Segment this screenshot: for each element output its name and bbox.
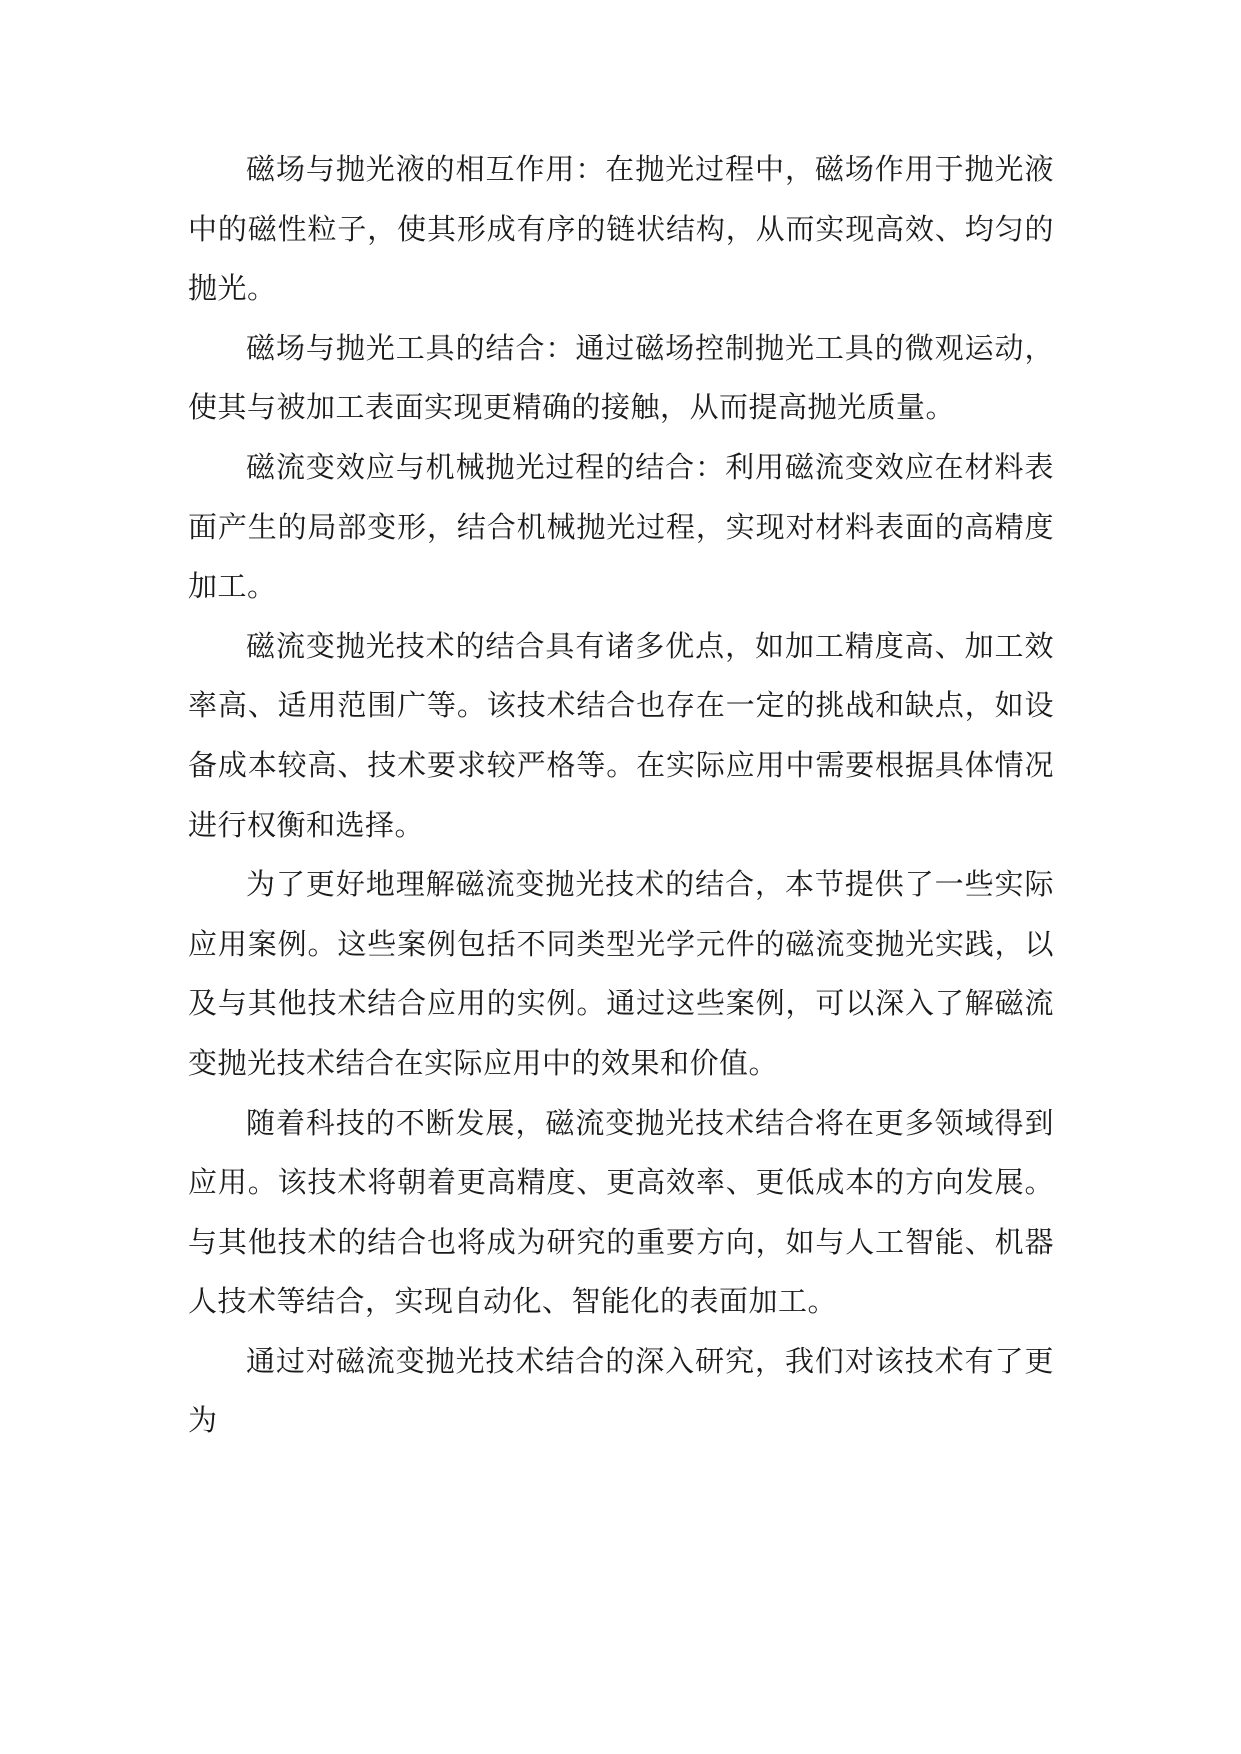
paragraph-mr-effect-mechanical: 磁流变效应与机械抛光过程的结合：利用磁流变效应在材料表面产生的局部变形，结合机械抛光过程，实现对材料表面的高精度加工。 [188,449,1054,604]
paragraph-advantages: 磁流变抛光技术的结合具有诸多优点，如加工精度高、加工效率高、适用范围广等。该技术结合也存在一定的挑战和缺点，如设备成本较高、技术要求较严格等。在实际应用中需要根据具体情况进行权衡和选择。 [188,628,1054,842]
paragraph-magnetic-field-fluid: 磁场与抛光液的相互作用：在抛光过程中，磁场作用于抛光液中的磁性粒子，使其形成有序的链状结构，从而实现高效、均匀的抛光。 [188,152,1054,306]
paragraph-conclusion-start: 通过对磁流变抛光技术结合的深入研究，我们对该技术有了更为 [188,1343,1054,1438]
document-body [188,140,1054,1451]
paragraph-case-studies: 为了更好地理解磁流变抛光技术的结合，本节提供了一些实际应用案例。这些案例包括不同类型光学元件的磁流变抛光实践，以及与其他技术结合应用的实例。通过这些案例，可以深入了解磁流变抛光技术结合在实际应用中的效果和价值。 [188,867,1054,1080]
paragraph-magnetic-field-tool: 磁场与抛光工具的结合：通过磁场控制抛光工具的微观运动，使其与被加工表面实现更精确的接触，从而提高抛光质量。 [188,330,1054,425]
paragraph-future-development: 随着科技的不断发展，磁流变抛光技术结合将在更多领域得到应用。该技术将朝着更高精度、更高效率、更低成本的方向发展。与其他技术的结合也将成为研究的重要方向，如与人工智能、机器人技术等结合，实现自动化、智能化的表面加工。 [188,1105,1054,1319]
